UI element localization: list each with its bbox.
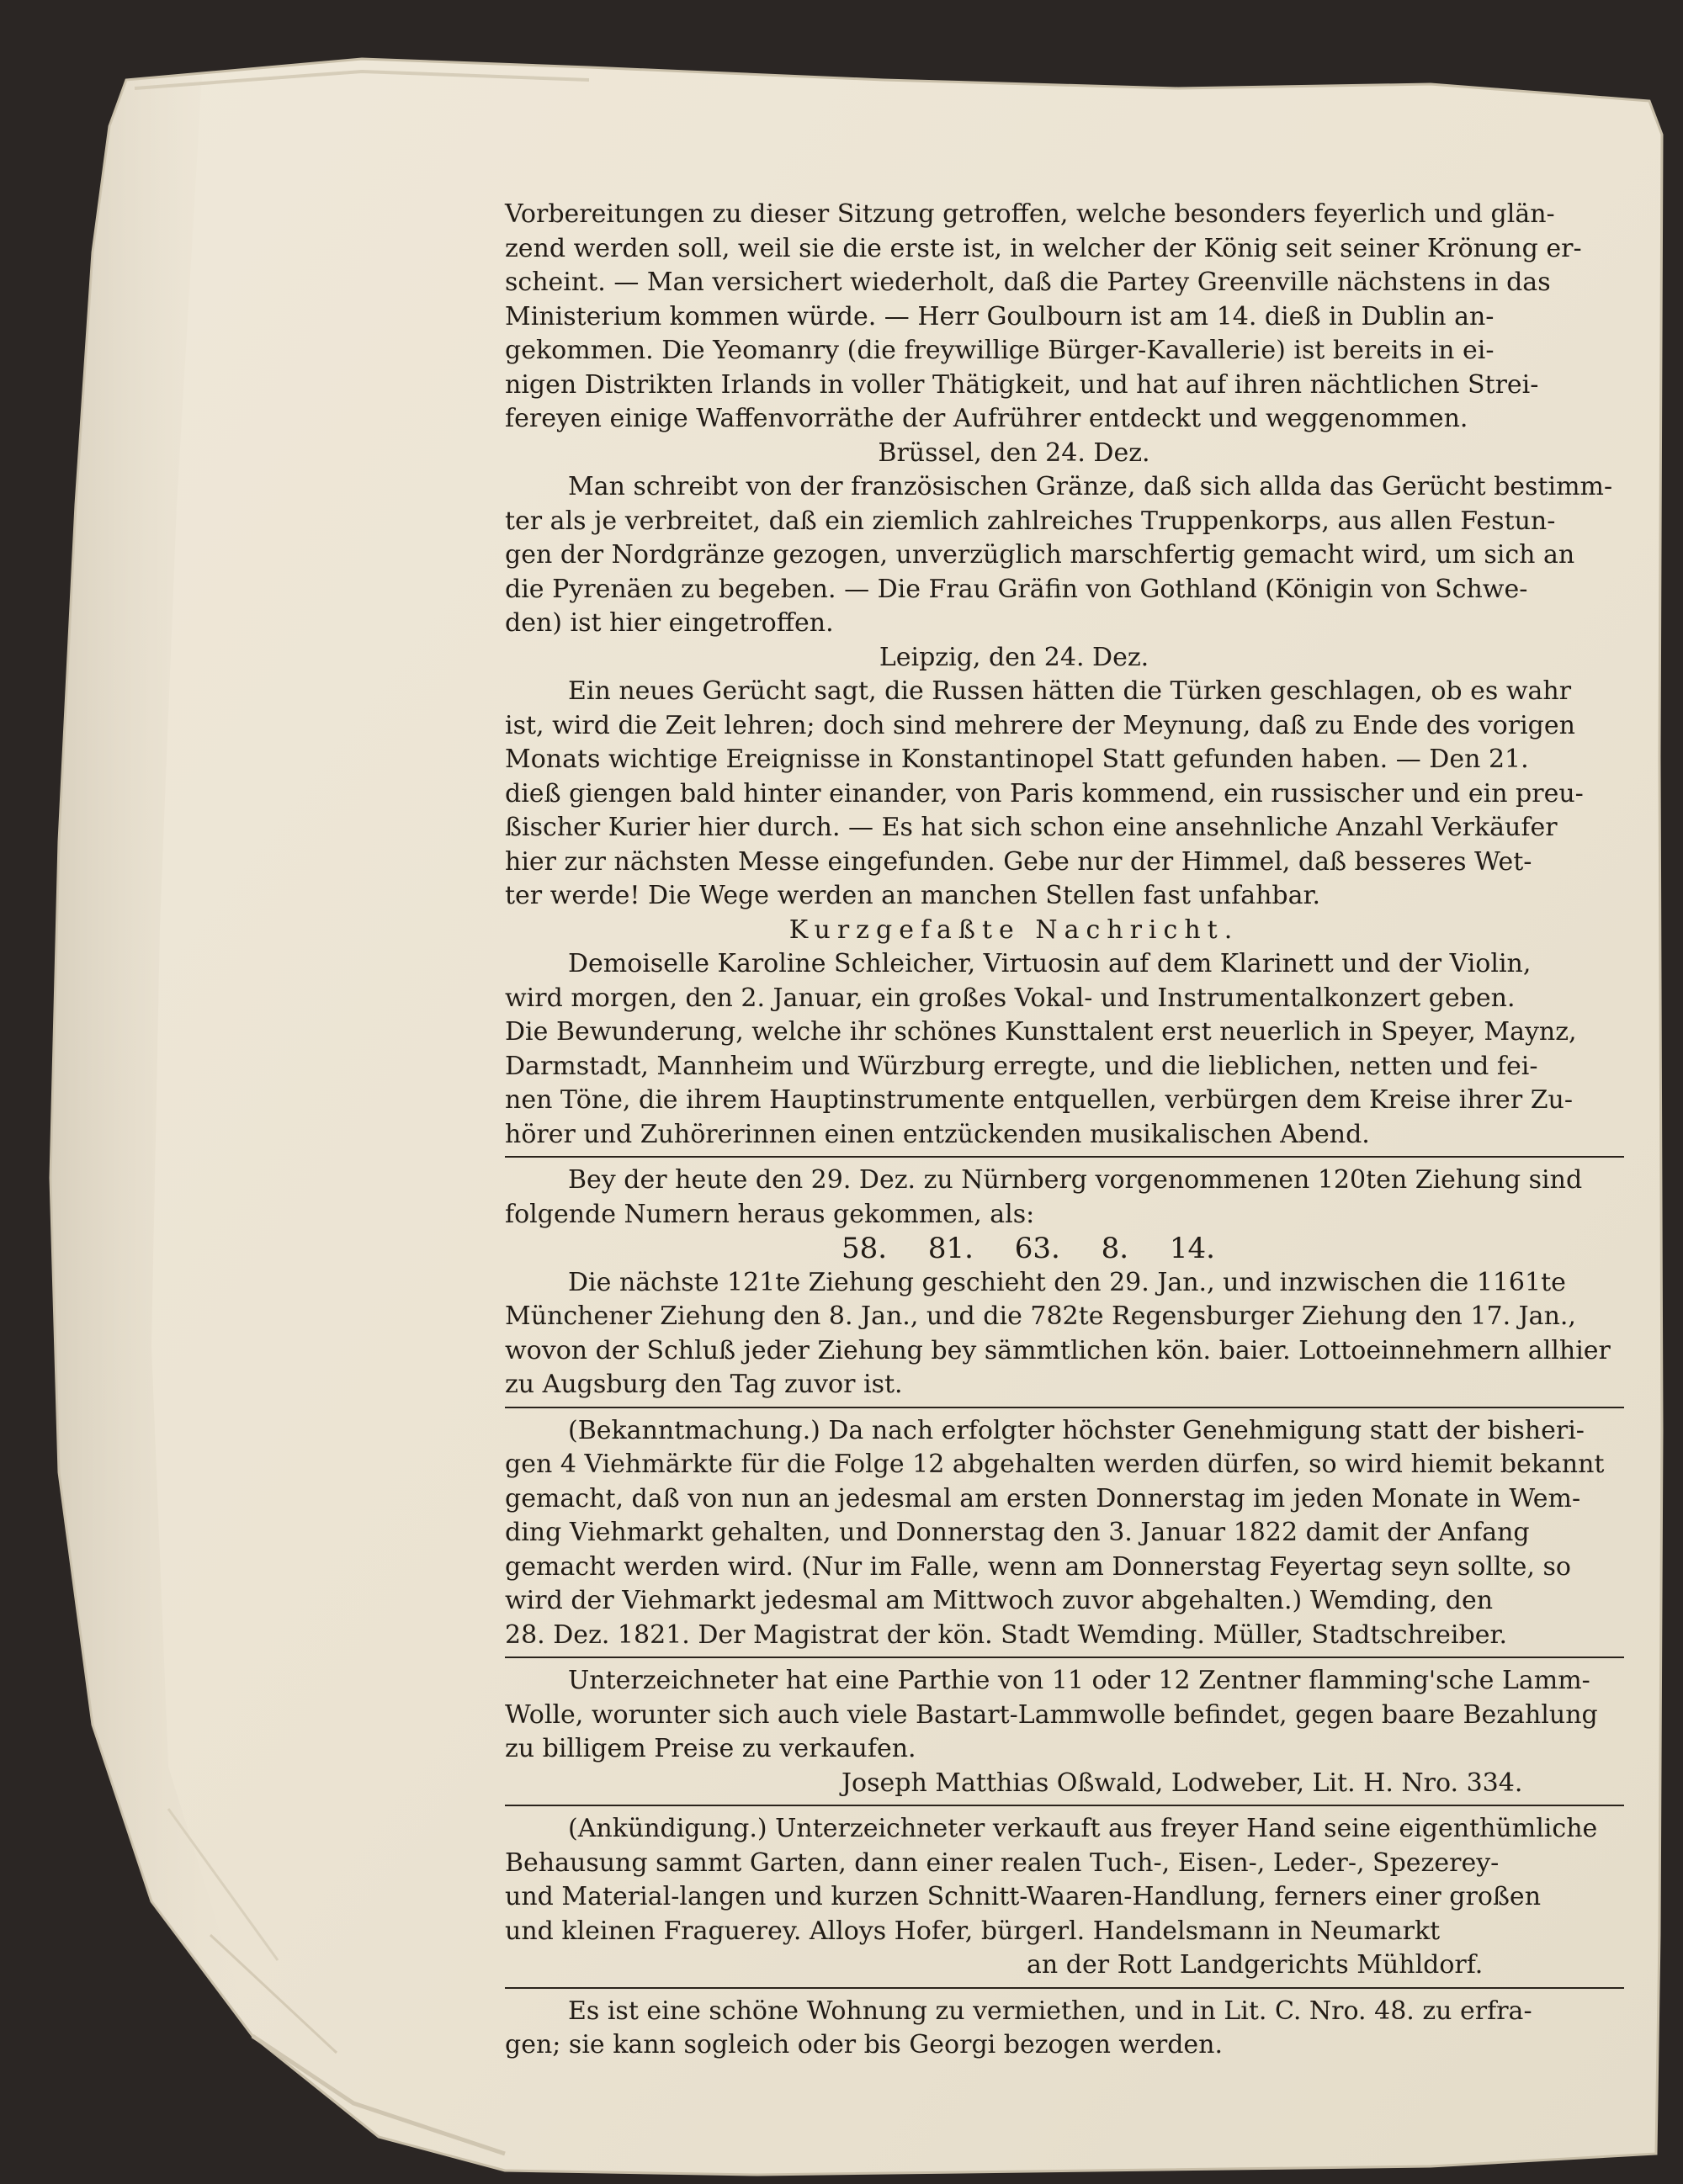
text-line: Behausung sammt Garten, dann einer realen Tuch-, Eisen-, Leder-, Spezerey- [505, 1847, 1500, 1878]
text-line: hörer und Zuhörerinnen einen entzückenden musikalischen Abend. [505, 1119, 1370, 1149]
text-line: Ministerium kommen würde. — Herr Goulbourn ist am 14. dieß in Dublin an- [505, 301, 1495, 331]
paragraph-bruessel [505, 470, 1624, 641]
text-line: Bey der heute den 29. Dez. zu Nürnberg vorgenommenen 120ten Ziehung sind [568, 1165, 1583, 1195]
text-line: ter werde! Die Wege werden an manchen Stellen fast unfahbar. [505, 881, 1321, 910]
text-line: und kleinen Fraguerey. Alloys Hofer, bürgerl. Handelsmann in Neumarkt [505, 1916, 1441, 1946]
text-line: den) ist hier eingetroffen. [505, 608, 834, 638]
dateline-bruessel: Brüssel, den 24. Dez. [878, 437, 1150, 468]
text-line: Ein neues Gerücht sagt, die Russen hätten die Türken geschlagen, ob es wahr [568, 676, 1572, 706]
text-line: 28. Dez. 1821. Der Magistrat der kön. Stadt Wemding. Müller, Stadtschreiber. [505, 1619, 1508, 1650]
announcement-viehmarkt [505, 1414, 1624, 1653]
text-line: ding Viehmarkt gehalten, und Donnerstag den 3. Januar 1822 damit der Anfang [505, 1518, 1530, 1547]
text-line: nigen Distrikten Irlands in voller Thätigkeit, und hat auf ihren nächtlichen Strei- [505, 369, 1539, 400]
text-line: Es ist eine schöne Wohnung zu vermiethen, und in Lit. C. Nro. 48. zu erfra- [568, 1996, 1532, 2026]
text-line: hier zur nächsten Messe eingefunden. Gebe nur der Himmel, daß besseres Wet- [505, 846, 1532, 877]
text-line: Wolle, worunter sich auch viele Bastart-Lammwolle befindet, gegen baare Bezahlung [505, 1699, 1598, 1730]
text-line: fereyen einige Waffenvorräthe der Aufrührer entdeckt und weggenommen. [505, 404, 1468, 433]
text-line: und Material-langen und kurzen Schnitt-Waaren-Handlung, ferners einer großen [505, 1882, 1542, 1911]
text-line: wird morgen, den 2. Januar, ein großes Vokal- und Instrumentalkonzert geben. [505, 983, 1516, 1013]
text-line: (Ankündigung.) Unterzeichneter verkauft aus freyer Hand seine eigenthümliche [568, 1814, 1598, 1843]
divider [505, 1156, 1624, 1158]
signature-hofer: an der Rott Landgerichts Mühldorf. [1027, 1950, 1484, 1980]
dateline-leipzig: Leipzig, den 24. Dez. [879, 642, 1149, 672]
advert-lammwolle [505, 1664, 1624, 1800]
text-line: die Pyrenäen zu begeben. — Die Frau Gräfin von Gothland (Königin von Schwe- [505, 574, 1528, 604]
divider [505, 1987, 1624, 1989]
text-line: Münchener Ziehung den 8. Jan., und die 782te Regensburger Ziehung den 17. Jan., [505, 1301, 1576, 1331]
text-line: scheint. — Man versichert wiederholt, daß die Partey Greenville nächstens in das [505, 268, 1551, 297]
text-line: gen; sie kann sogleich oder bis Georgi bezogen werden. [505, 2030, 1224, 2059]
text-line: Man schreibt von der französischen Gränze, daß sich allda das Gerücht bestimm- [568, 472, 1613, 501]
paragraph-lottery [505, 1164, 1624, 1402]
newspaper-text [505, 198, 1624, 2063]
text-line: gen 4 Viehmärkte für die Folge 12 abgehalten werden dürfen, so wird hiemit bekannt [505, 1450, 1605, 1479]
text-line: ter als je verbreitet, daß ein ziemlich zahlreiches Truppenkorps, aus allen Festun- [505, 506, 1556, 536]
heading-nachricht: Kurzgefaßte Nachricht. [788, 914, 1240, 945]
text-line: ßischer Kurier hier durch. — Es hat sich schon eine ansehnliche Anzahl Verkäufer [505, 813, 1558, 842]
text-line: gemacht werden wird. (Nur im Falle, wenn am Donnerstag Feyertag seyn sollte, so [505, 1551, 1571, 1582]
text-line: dieß giengen bald hinter einander, von Paris kommend, ein russischer und ein preu- [505, 778, 1584, 808]
text-line: zend werden soll, weil sie die erste ist, in welcher der König seit seiner Krönung er- [505, 233, 1582, 263]
text-line: gemacht, daß von nun an jedesmal am ersten Donnerstag im jeden Monate in Wem- [505, 1483, 1581, 1513]
text-line: Die nächste 121te Ziehung geschieht den 29. Jan., und inzwischen die 1161te [568, 1267, 1566, 1297]
text-line: Unterzeichneter hat eine Parthie von 11 oder 12 Zentner flamming'sche Lamm- [568, 1666, 1590, 1695]
text-line: (Bekanntmachung.) Da nach erfolgter höchster Genehmigung statt der bisheri- [568, 1415, 1585, 1445]
text-line: Monats wichtige Ereignisse in Konstantinopel Statt gefunden haben. — Den 21. [505, 745, 1529, 774]
text-line: wovon der Schluß jeder Ziehung bey sämmtlichen kön. baier. Lottoeinnehmern allhier [505, 1335, 1611, 1365]
divider [505, 1805, 1624, 1806]
text-line: Darmstadt, Mannheim und Würzburg erregte, und die lieblichen, netten und fei- [505, 1051, 1538, 1081]
text-line: Die Bewunderung, welche ihr schönes Kunsttalent erst neuerlich in Speyer, Maynz, [505, 1017, 1577, 1047]
lotto-numbers: 58. 81. 63. 8. 14. [842, 1232, 1215, 1265]
text-line: gekommen. Die Yeomanry (die freywillige Bürger-Kavallerie) ist bereits in ei- [505, 336, 1495, 365]
text-line: zu Augsburg den Tag zuvor ist. [505, 1370, 903, 1399]
text-line: Vorbereitungen zu dieser Sitzung getroffen, welche besonders feyerlich und glän- [505, 199, 1555, 229]
text-line: wird der Viehmarkt jedesmal am Mittwoch zuvor abgehalten.) Wemding, den [505, 1586, 1494, 1615]
text-line: folgende Numern heraus gekommen, als: [505, 1199, 1035, 1229]
text-line: gen der Nordgränze gezogen, unverzüglich marschfertig gemacht wird, um sich an [505, 540, 1575, 570]
divider [505, 1657, 1624, 1658]
signature-osswald: Joseph Matthias Oßwald, Lodweber, Lit. H. Nro. 334. [842, 1768, 1523, 1798]
paragraph-leipzig [505, 675, 1624, 914]
text-line: zu billigem Preise zu verkaufen. [505, 1734, 916, 1763]
text-line: ist, wird die Zeit lehren; doch sind mehrere der Meynung, daß zu Ende des vorigen [505, 710, 1575, 740]
paragraph-london [505, 198, 1624, 437]
advert-behausung [505, 1812, 1624, 1983]
text-line: Demoiselle Karoline Schleicher, Virtuosin auf dem Klarinett und der Violin, [568, 949, 1532, 978]
text-line: nen Töne, die ihrem Hauptinstrumente entquellen, verbürgen dem Kreise ihrer Zu- [505, 1085, 1573, 1115]
divider [505, 1407, 1624, 1408]
paragraph-concert [505, 947, 1624, 1152]
advert-wohnung [505, 1995, 1624, 2063]
